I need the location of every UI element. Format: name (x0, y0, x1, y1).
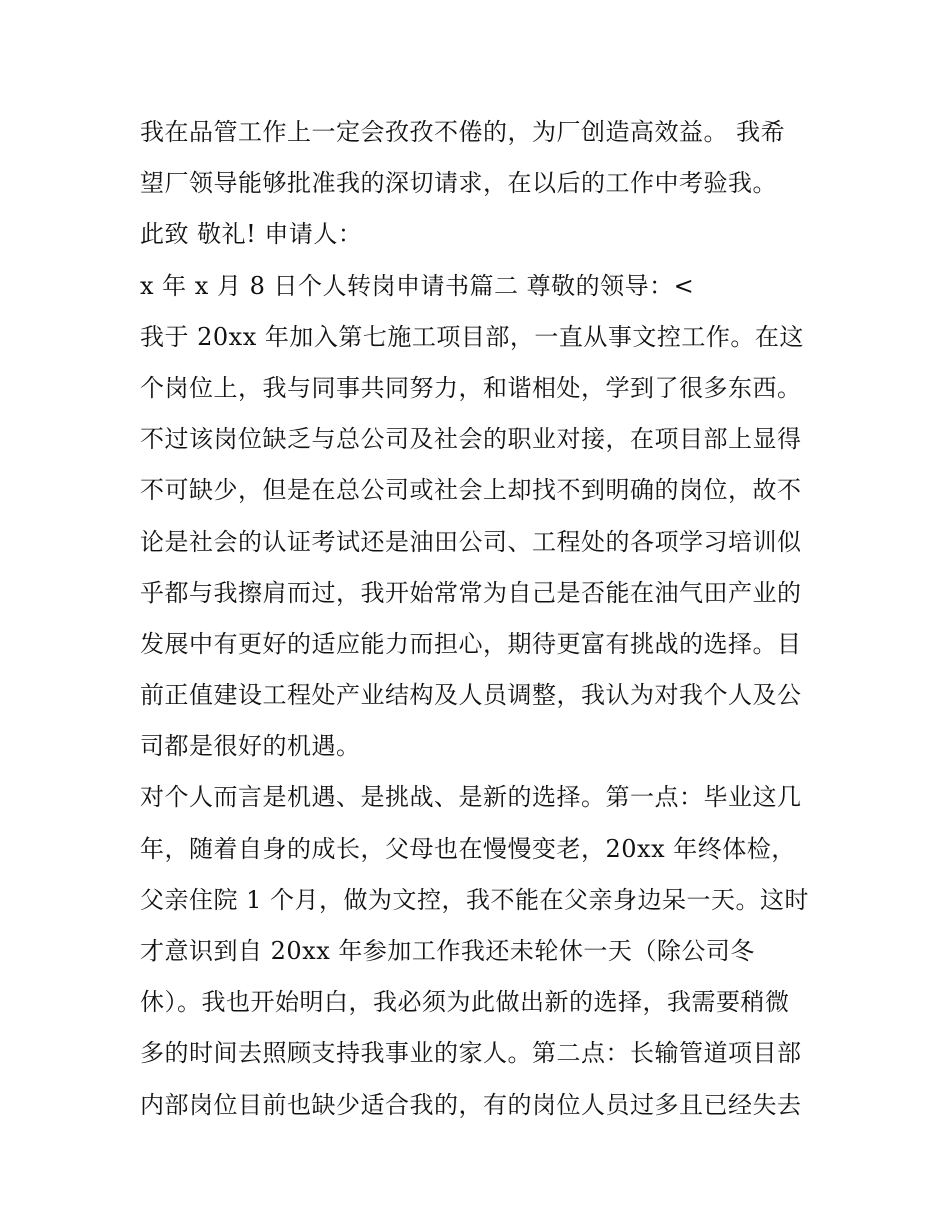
text-line: 此致 敬礼! 申请人： (140, 220, 363, 249)
text-line: 前正值建设工程处产业结构及人员调整，我认为对我个人及公 (140, 681, 802, 710)
text-line: 发展中有更好的适应能力而担心，期待更富有挑战的选择。目 (140, 629, 802, 658)
text-line: 多的时间去照顾支持我事业的家人。第二点：长输管道项目部 (140, 1039, 802, 1068)
text-line: 个岗位上，我与同事共同努力，和谐相处，学到了很多东西。 (140, 373, 802, 402)
text-line: 内部岗位目前也缺少适合我的，有的岗位人员过多且已经失去 (140, 1090, 802, 1119)
text-line: 我于 20xx 年加入第七施工项目部，一直从事文控工作。在这 (140, 322, 804, 351)
text-line: 父亲住院 1 个月，做为文控，我不能在父亲身边呆一天。这时 (140, 885, 810, 914)
text-line: 对个人而言是机遇、是挑战、是新的选择。第一点：毕业这几 (140, 783, 802, 812)
document-body (140, 107, 820, 1131)
text-line: 我在品管工作上一定会孜孜不倦的，为厂创造高效益。 我希 (140, 118, 786, 146)
text-line: 论是社会的认证考试还是油田公司、工程处的各项学习培训似 (140, 527, 802, 556)
text-line: 年，随着自身的成长，父母也在慢慢变老，20xx 年终体检， (140, 834, 796, 863)
text-line: 不可缺少，但是在总公司或社会上却找不到明确的岗位，故不 (140, 476, 802, 505)
text-line: 才意识到自 20xx 年参加工作我还未轮休一天（除公司冬 (140, 937, 755, 965)
text-line: x 年 x 月 8 日个人转岗申请书篇二 尊敬的领导：< (140, 271, 695, 300)
text-line: 望厂领导能够批准我的深切请求，在以后的工作中考验我。 (140, 169, 777, 198)
text-line: 乎都与我擦肩而过，我开始常常为自己是否能在油气田产业的 (140, 578, 802, 607)
text-line: 休）。我也开始明白，我必须为此做出新的选择，我需要稍微 (140, 988, 790, 1017)
text-line: 司都是很好的机遇。 (140, 732, 361, 761)
text-line: 不过该岗位缺乏与总公司及社会的职业对接，在项目部上显得 (140, 425, 802, 454)
